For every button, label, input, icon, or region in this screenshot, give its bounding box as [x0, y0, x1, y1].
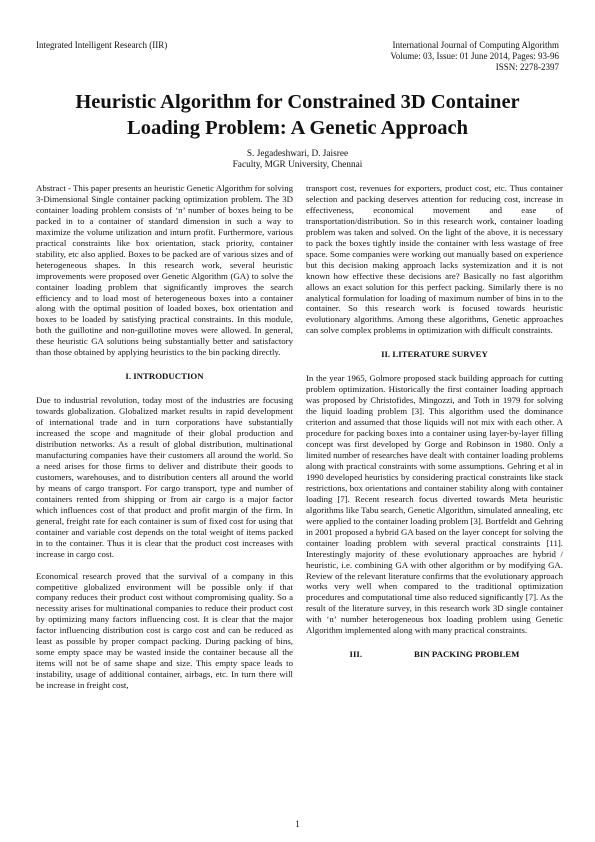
right-column	[306, 183, 563, 660]
paper-title	[30, 89, 565, 141]
intro-paragraph-2: Economical research proved that the survival of a company in this competitive globalized environment will be possible only if that company reduces their product cost without compromising quality. So a necessity arises for multinational companies to reduce their product cost by optimizing many factors influencing cost. It is clear that the major factor influencing distribution cost is cargo cost and can be reduced as least as possible by proper compact packing. During packing of bins, some empty space may be wasted inside the container because all the items will not be of same shape and size. This empty space leads to instability, usage of additional container, airbags, etc. In turn there will be increase in freight cost,	[36, 570, 293, 691]
journal-volume-pages: Volume: 03, Issue: 01 June 2014, Pages: 93-96	[390, 51, 559, 61]
left-column	[36, 183, 293, 691]
intro-paragraph-3: transport cost, revenues for exporters, product cost, etc. Thus container selection and packing deserves attention for reducing cost, increase in effectiveness, economical movement and ease of transportation/distribution. So in this research work, container loading problem was taken and solved. On the light of the above, it is necessary to pack the boxes tightly inside the container with less wastage of free space. Some companies were working out manually based on experience but this decision making approach lacks systemization and it is not known how effective these decisions are? Basically no fast algorithm allows an exact solution for this perfect packing. Similarly there is no analytical formulation for loading of maximum number of bins in to the container. So this research work is focused towards heuristic evolutionary algorithms. Among these algorithms, Genetic approaches can solve complex problems in optimization with difficult constraints.	[306, 183, 563, 336]
section-heading-introduction: I. INTRODUCTION	[125, 371, 204, 382]
section-number: III.	[349, 649, 363, 660]
author-block	[0, 149, 595, 171]
journal-publisher: Integrated Intelligent Research (IIR)	[36, 40, 168, 50]
page-number: 1	[295, 819, 300, 829]
section-heading-literature-survey: II. LITERATURE SURVEY	[381, 349, 488, 360]
paper-title-line-2: Loading Problem: A Genetic Approach	[127, 117, 468, 139]
section-title: BIN PACKING PROBLEM	[414, 649, 520, 660]
journal-name: International Journal of Computing Algorithm	[392, 40, 559, 50]
author-affiliation: Faculty, MGR University, Chennai	[232, 160, 363, 170]
section-heading-bin-packing	[306, 649, 563, 660]
intro-paragraph-1: Due to industrial revolution, today most of the industries are focusing towards globalization. Globalized market results in rapid development of international trade and in turn corporations have substantially increased the scope and magnitude of their global production and distribution networks. As a result of global distribution, multinational manufacturing companies have their customers all around the world. So a need arises for those firms to deliver and distribute their goods to customers, warehouses, and to distribution centers all around the world by means of cargo transport. For cargo transport, type and number of containers rented from shipping or from air cargo is a major factor which influences cost of that product and profit margin of the firm. In general, freight rate for each container is sum of fixed cost for using that container and variable cost depends on the total weight of items packed in to the container. Thus it is clear that the product cost increases with increase in cargo cost.	[36, 395, 293, 559]
journal-info	[390, 40, 559, 73]
abstract: Abstract - This paper presents an heuristic Genetic Algorithm for solving 3-Dimensional Single container packing optimization problem. The 3D container loading problem consists of ‘n’ number of boxes being to be packed in to a container of standard dimension in such a way to maximize the volume utilization and inturn profit. Furthermore, various practical constraints like box orientation, stack priority, container stability, etc also applied. Boxes to be packed are of various sizes and of heterogeneous shapes. In this research work, several heuristic improvements were proposed over Genetic Algorithm (GA) to solve the container loading problem that significantly improves the search efficiency and to load most of heterogeneous boxes into a container along with the optimal position of loaded boxes, box orientation and boxes to be loaded by satisfying practical constraints. In this module, both the guillotine and non-guillotine moves were allowed. In general, these heuristic GA solutions being substantially better and satisfactory than those obtained by applying heuristics to the bin packing directly.	[36, 183, 293, 358]
author-names: S. Jegadeshwari, D. Jaisree	[246, 149, 349, 159]
paper-title-line-1: Heuristic Algorithm for Constrained 3D Container	[75, 91, 520, 113]
journal-issn: ISSN: 2278-2397	[495, 62, 559, 72]
literature-paragraph-1: In the year 1965, Golmore proposed stack building approach for cutting problem optimization. Historically the first container loading approach was proposed by Christofides, Mingozzi, and Toth in 1979 for solving the liquid loading problem [3]. This algorithm used the dominance criterion and assumed that those liquids will not mix with each other. A procedure for packing boxes into a container using layer-by-layer filling concept was first developed by Gorge and Robinson in 1980. Only a limited number of researches have dealt with container loading problems along with practical constraints with some assumptions. Gehring et al in 1990 developed heuristics by considering practical constraints like stack restrictions, box orientations and container stability along with container loading [7]. Recent research focus diverted towards Meta heuristic algorithms like Tabu search, Genetic Algorithm, simulated annealing, etc were applied to the container loading problem [3]. Bortfeldt and Gehring in 2001 proposed a hybrid GA based on the layer concept for solving the container loading problem with several practical constraints [11]. Interestingly majority of these evolutionary approaches are hybrid / heuristic, i.e. combining GA with other algorithm or by modifying GA. Review of the relevant literature confirms that the evolutionary approach works very well when compared to the traditional optimization procedures and computational time also reduced significantly [7]. As the result of the literature survey, in this research work 3D single container with ‘n’ number heterogeneous box loading problem using Genetic Algorithm implemented along with many practical constraints.	[306, 373, 563, 636]
